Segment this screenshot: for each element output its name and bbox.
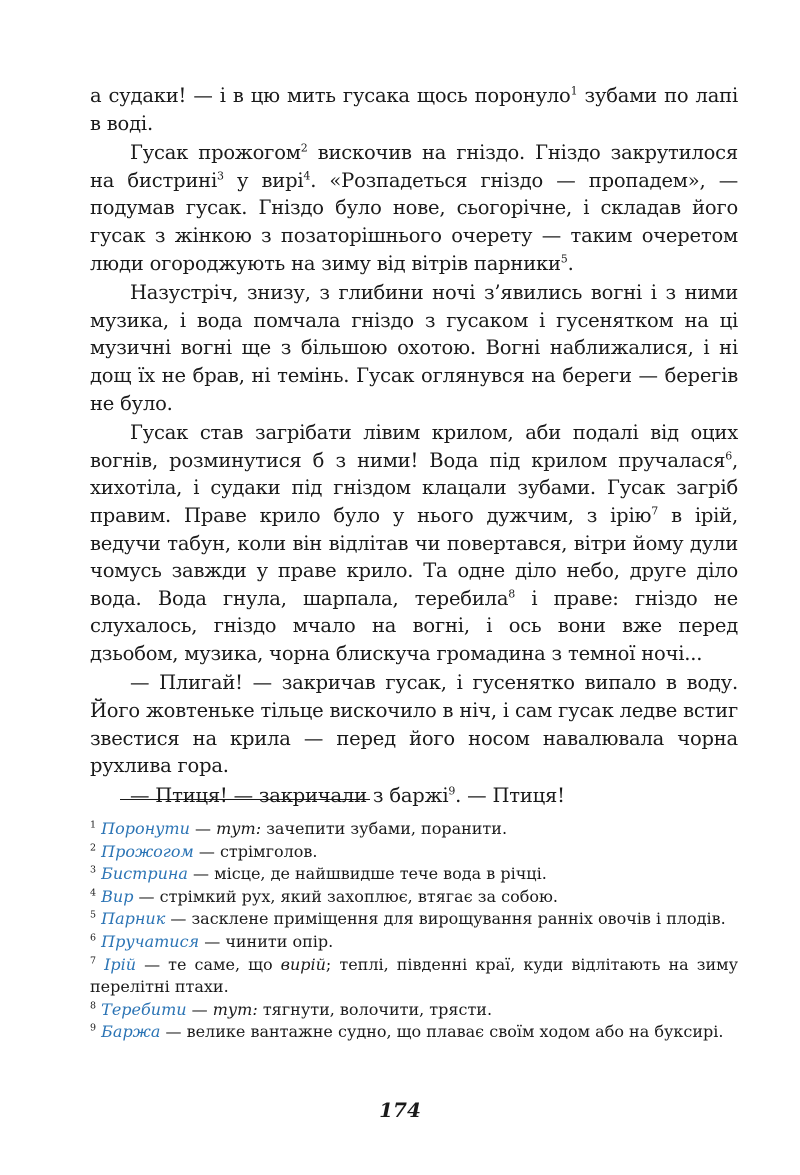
text: Гусак прожогом bbox=[130, 141, 301, 165]
paragraph-2 bbox=[90, 139, 738, 277]
text: Гусак став загрібати лівим крилом, аби подалі від оцих вогнів, розминутися б з ними! Вода під крилом пручалася bbox=[90, 421, 738, 472]
text: а судаки! — і в цю мить гусака щось поронуло bbox=[90, 84, 571, 107]
text: . — Птиця! bbox=[455, 783, 565, 807]
footnote-number: 8 bbox=[90, 1000, 97, 1012]
footnote-number: 4 bbox=[90, 887, 97, 899]
footnote-text: чинити опір. bbox=[225, 931, 334, 951]
footnote-ref: 4 bbox=[303, 169, 311, 183]
paragraph-6 bbox=[90, 782, 738, 810]
footnote-4: $^4$ Вир — стрімкий рух, який захоплює, втягає за собою. bbox=[90, 886, 558, 906]
footnote-term: Пручатися bbox=[101, 931, 200, 951]
paragraph-3: Назустріч, знизу, з глибини ночі з’явились вогні і з ними музика, і вода помчала гніздо з гусаком і гусенятком на ці музичні вогні ще з більшою охотою. Вогні наближалися, і ні дощ їх не брав, ні темінь. Гусак оглянувся на береги — берегів не було. bbox=[90, 281, 738, 415]
footnote-number: 7 bbox=[90, 955, 97, 967]
footnote-marker: тут: bbox=[212, 999, 258, 1019]
footnote-ref: 3 bbox=[217, 169, 224, 183]
footnote-9: $^9$ Баржа — велике вантажне судно, що плаває своїм ходом або на буксирі. bbox=[90, 1022, 724, 1042]
footnote-text: ; теплі, південні краї, куди відлітають на зиму перелітні птахи. bbox=[90, 954, 739, 997]
text: . «Розпадеться гніздо — пропадем», — подумав гусак. Гніздо було нове, сьогорічне, і складав його гусак з жінкою з позаторішнього очерету — таким очеретом люди огороджують на зиму від вітрів парники bbox=[90, 168, 739, 275]
footnote-ref: 2 bbox=[300, 141, 308, 155]
text: — Птиця! — закричали з баржі bbox=[130, 783, 449, 807]
footnote-marker: тут: bbox=[216, 819, 262, 838]
footnote-1: $^1$ Поронути — тут: зачепити зубами, поранити. bbox=[90, 819, 508, 838]
text: вискочив на гніздо. Гніздо закрутилося на бистрині bbox=[90, 141, 738, 192]
footnote-3: $^3$ Бистрина — місце, де найшвидше тече вода в річці. bbox=[90, 864, 547, 884]
paragraph-1 bbox=[90, 82, 738, 137]
footnote-term: Прожогом bbox=[101, 841, 194, 861]
footnote-ref-word: вирій bbox=[280, 954, 326, 974]
footnote-term: Бистрина bbox=[101, 864, 188, 884]
footnote-text: тягнути, волочити, трясти. bbox=[262, 999, 493, 1019]
paragraph-5: — Плигай! — закричав гусак, і гусенятко випало в воду. Його жовтеньке тільце вискочило в ніч, і сам гусак ледве встиг звестися на крила — перед його носом навалювала чорна рухлива гора. bbox=[90, 671, 738, 778]
footnote-5: $^5$ Парник — засклене приміщення для вирощування ранніх овочів і плодів. bbox=[90, 909, 726, 929]
footnote-divider bbox=[120, 799, 370, 800]
footnote-ref: 7 bbox=[651, 504, 659, 518]
paragraph-4 bbox=[90, 419, 738, 667]
text: у вирі bbox=[223, 168, 304, 192]
footnote-text: велике вантажне судно, що плаває своїм ходом або на буксирі. bbox=[186, 1022, 724, 1042]
footnote-number: 3 bbox=[90, 864, 97, 876]
footnote-term: Ірій bbox=[104, 954, 137, 974]
footnote-ref: 8 bbox=[508, 587, 516, 601]
main-text bbox=[90, 82, 738, 811]
text: . bbox=[567, 251, 574, 275]
footnote-term: Баржа bbox=[101, 1022, 161, 1042]
footnote-number: 5 bbox=[90, 910, 97, 922]
footnote-text: місце, де найшвидше тече вода в річці. bbox=[214, 864, 547, 884]
footnote-7: $^7$ Ірій — те саме, що вирій; теплі, південні краї, куди відлітають на зиму перелітні птахи. bbox=[90, 954, 739, 997]
footnote-term: Вир bbox=[101, 886, 134, 906]
footnote-text: стрімкий рух, який захоплює, втягає за собою. bbox=[159, 886, 558, 906]
footnote-number: 1 bbox=[90, 819, 97, 831]
footnote-8: $^8$ Теребити — тут: тягнути, волочити, трясти. bbox=[90, 999, 493, 1019]
footnote-term: Теребити bbox=[101, 999, 187, 1019]
footnote-ref: 1 bbox=[570, 84, 578, 98]
footnote-number: 2 bbox=[90, 842, 97, 854]
footnote-6: $^6$ Пручатися — чинити опір. bbox=[90, 931, 334, 951]
footnote-text: зачепити зубами, поранити. bbox=[266, 819, 508, 838]
footnote-text: те саме, що bbox=[168, 954, 273, 974]
footnote-text: засклене приміщення для вирощування ранніх овочів і плодів. bbox=[191, 909, 726, 929]
footnote-2: $^2$ Прожогом — стрімголов. bbox=[90, 841, 318, 861]
footnotes bbox=[90, 818, 738, 1044]
page-number: 174 bbox=[379, 1098, 421, 1122]
footnote-term: Парник bbox=[101, 909, 166, 929]
footnote-ref: 9 bbox=[448, 784, 456, 798]
text: зубами по лапі в воді. bbox=[90, 84, 738, 135]
footnote-ref: 5 bbox=[560, 252, 568, 266]
text: , хихотіла, і судаки під гніздом клацали зубами. Гусак загріб правим. Праве крило було у нього дужчим, з ірію bbox=[90, 448, 738, 527]
text: і праве: гніздо не слухалось, гніздо мчало на вогні, і ось вони вже перед дзьобом, музика, чорна блискуча громадина з темної ночі... bbox=[90, 586, 738, 665]
footnote-ref: 6 bbox=[725, 449, 732, 463]
text: в ірій, ведучи табун, коли він відлітав чи повертався, вітри йому дули чомусь завжди у праве крило. Та одне діло небо, друге діло вода. Вода гнула, шарпала, теребила bbox=[90, 503, 738, 610]
footnote-text: стрімголов. bbox=[219, 841, 318, 861]
footnote-number: 6 bbox=[90, 932, 97, 944]
footnote-number: 9 bbox=[90, 1023, 97, 1035]
footnote-term: Поронути bbox=[101, 819, 190, 838]
